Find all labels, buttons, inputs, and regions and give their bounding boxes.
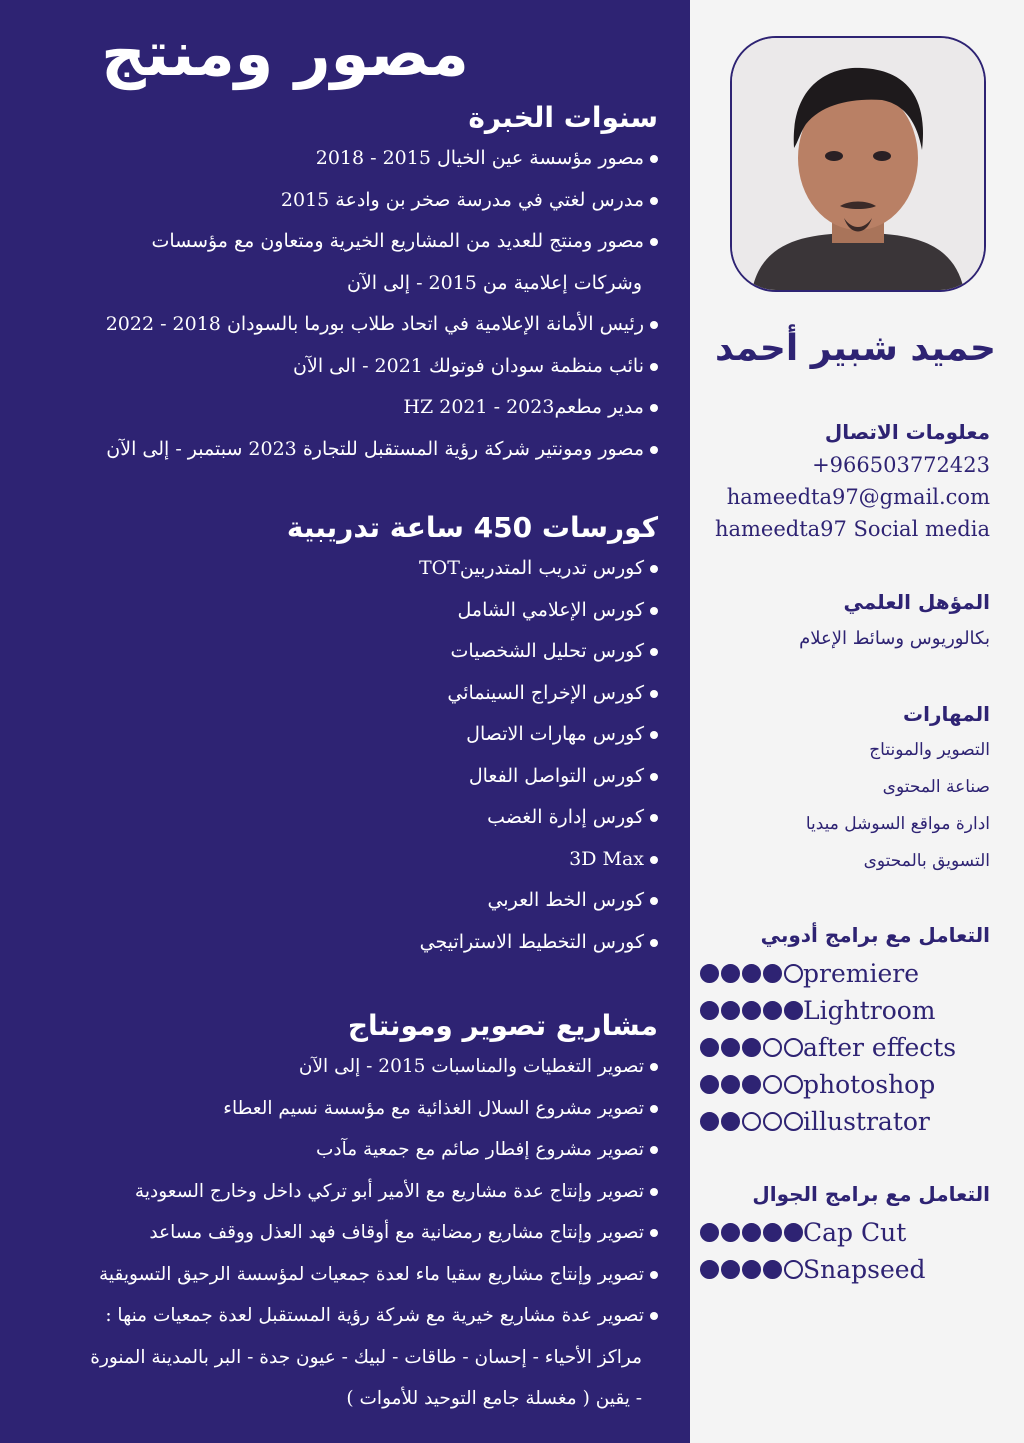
software-name: Snapseed: [803, 1255, 926, 1284]
rating-dots: [700, 1112, 803, 1131]
courses-title: كورسات 450 ساعة تدريبية: [286, 511, 658, 544]
empty-dot-icon: [763, 1075, 782, 1094]
list-item: كورس الإعلامي الشامل: [18, 590, 658, 632]
list-item: كورس تدريب المتدربينTOT: [18, 548, 658, 590]
adobe-title: التعامل مع برامج أدوبي: [760, 923, 990, 947]
bullet-icon: [650, 814, 658, 822]
list-item: مصور ومنتج للعديد من المشاريع الخيرية ومتعاون مع مؤسسات: [18, 221, 658, 263]
skill-item: صناعة المحتوى: [882, 777, 990, 797]
list-item: تصوير وإنتاج مشاريع سقيا ماء لعدة جمعيات لمؤسسة الرحيق التسويقية: [18, 1254, 658, 1296]
list-item-continuation: وشركات إعلامية من 2015 - إلى الآن: [347, 271, 642, 294]
software-name: Cap Cut: [803, 1218, 907, 1247]
list-item: نائب منظمة سودان فوتولك 2021 - الى الآن: [18, 346, 658, 388]
profile-photo: [730, 36, 986, 292]
projects-section: [18, 1006, 658, 1420]
filled-dot-icon: [742, 1075, 761, 1094]
filled-dot-icon: [763, 964, 782, 983]
filled-dot-icon: [721, 1260, 740, 1279]
bullet-icon: [650, 1146, 658, 1154]
rating-dots: [700, 1223, 803, 1242]
rating-dots: [700, 1260, 803, 1279]
social-handle[interactable]: hameedta97 Social media: [714, 517, 990, 541]
skill-item: التصوير والمونتاج: [869, 740, 990, 760]
empty-dot-icon: [784, 964, 803, 983]
filled-dot-icon: [721, 1223, 740, 1242]
education-degree: بكالوريوس وسائط الإعلام: [799, 628, 990, 649]
contact-block: [715, 449, 990, 545]
list-item: تصوير مشروع إفطار صائم مع جمعية مآدب: [18, 1129, 658, 1171]
person-name: حميد شبير أحمد: [714, 328, 996, 369]
email-address[interactable]: hameedta97@gmail.com: [726, 485, 990, 509]
software-name: Lightroom: [803, 996, 936, 1025]
filled-dot-icon: [784, 1001, 803, 1020]
bullet-icon: [650, 731, 658, 739]
bullet-icon: [650, 1229, 658, 1237]
bullet-icon: [650, 1105, 658, 1113]
software-name: premiere: [803, 959, 919, 988]
list-item: 3D Max: [18, 839, 658, 881]
filled-dot-icon: [742, 1260, 761, 1279]
list-item: كورس تحليل الشخصيات: [18, 631, 658, 673]
list-item: مدير مطعمHZ 2021 - 2023: [18, 387, 658, 429]
bullet-icon: [650, 155, 658, 163]
list-item: كورس الإخراج السينمائي: [18, 673, 658, 715]
list-item: تصوير مشروع السلال الغذائية مع مؤسسة نسيم العطاء: [18, 1088, 658, 1130]
education-title: المؤهل العلمي: [843, 590, 990, 614]
bullet-icon: [650, 773, 658, 781]
list-item: تصوير وإنتاج مشاريع رمضانية مع أوقاف فهد العذل ووقف مساعد: [18, 1212, 658, 1254]
filled-dot-icon: [700, 1223, 719, 1242]
filled-dot-icon: [700, 1001, 719, 1020]
empty-dot-icon: [784, 1038, 803, 1057]
experience-title: سنوات الخبرة: [468, 101, 658, 134]
filled-dot-icon: [700, 1075, 719, 1094]
courses-list: [18, 548, 658, 963]
person-portrait-icon: [732, 38, 984, 290]
list-item-continuation: مراكز الأحياء - إحسان - طاقات - لبيك - عيون جدة - البر بالمدينة المنورة: [90, 1346, 642, 1368]
mobile-apps: [700, 1214, 990, 1288]
filled-dot-icon: [742, 1223, 761, 1242]
contact-title: معلومات الاتصال: [824, 420, 990, 444]
empty-dot-icon: [742, 1112, 761, 1131]
filled-dot-icon: [721, 964, 740, 983]
bullet-icon: [650, 648, 658, 656]
projects-list: [18, 1046, 658, 1420]
list-item: تصوير عدة مشاريع خيرية مع شركة رؤية المستقبل لعدة جمعيات منها :: [18, 1295, 658, 1337]
software-rating-row: [700, 1066, 990, 1103]
experience-list: [18, 138, 658, 470]
list-item: رئيس الأمانة الإعلامية في اتحاد طلاب بورما بالسودان 2018 - 2022: [18, 304, 658, 346]
job-title: مصور ومنتج: [101, 17, 469, 90]
filled-dot-icon: [700, 1260, 719, 1279]
rating-dots: [700, 1075, 803, 1094]
bullet-icon: [650, 1063, 658, 1071]
software-name: illustrator: [803, 1107, 930, 1136]
bullet-icon: [650, 690, 658, 698]
software-name: after effects: [803, 1033, 957, 1062]
list-item: مدرس لغتي في مدرسة صخر بن وادعة 2015: [18, 180, 658, 222]
empty-dot-icon: [784, 1112, 803, 1131]
rating-dots: [700, 1038, 803, 1057]
bullet-icon: [650, 446, 658, 454]
bullet-icon: [650, 321, 658, 329]
software-rating-row: [700, 1214, 990, 1251]
skill-item: ادارة مواقع السوشل ميديا: [805, 814, 990, 834]
list-item: تصوير وإنتاج عدة مشاريع مع الأمير أبو تركي داخل وخارج السعودية: [18, 1171, 658, 1213]
list-item: مصور ومونتير شركة رؤية المستقبل للتجارة 2023 سبتمبر - إلى الآن: [18, 429, 658, 471]
filled-dot-icon: [763, 1223, 782, 1242]
rating-dots: [700, 964, 803, 983]
mobile-title: التعامل مع برامج الجوال: [752, 1182, 990, 1206]
list-item: كورس التخطيط الاستراتيجي: [18, 922, 658, 964]
list-item: كورس إدارة الغضب: [18, 797, 658, 839]
filled-dot-icon: [763, 1001, 782, 1020]
phone-number[interactable]: +966503772423: [812, 453, 990, 477]
software-rating-row: [700, 992, 990, 1029]
bullet-icon: [650, 363, 658, 371]
software-rating-row: [700, 955, 990, 992]
skills-list: [806, 732, 990, 880]
bullet-icon: [650, 897, 658, 905]
skill-item: التسويق بالمحتوى: [863, 851, 990, 871]
list-item: كورس الخط العربي: [18, 880, 658, 922]
bullet-icon: [650, 856, 658, 864]
experience-section: [18, 98, 658, 470]
filled-dot-icon: [742, 964, 761, 983]
filled-dot-icon: [763, 1260, 782, 1279]
skills-title: المهارات: [903, 702, 990, 726]
rating-dots: [700, 1001, 803, 1020]
empty-dot-icon: [784, 1075, 803, 1094]
filled-dot-icon: [742, 1001, 761, 1020]
filled-dot-icon: [721, 1001, 740, 1020]
bullet-icon: [650, 939, 658, 947]
bullet-icon: [650, 197, 658, 205]
sidebar: [690, 0, 1024, 1443]
list-item: تصوير التغطيات والمناسبات 2015 - إلى الآن: [18, 1046, 658, 1088]
software-rating-row: [700, 1029, 990, 1066]
courses-section: [18, 508, 658, 963]
filled-dot-icon: [742, 1038, 761, 1057]
bullet-icon: [650, 565, 658, 573]
adobe-apps: [700, 955, 990, 1140]
list-item: مصور مؤسسة عين الخيال 2015 - 2018: [18, 138, 658, 180]
empty-dot-icon: [784, 1260, 803, 1279]
bullet-icon: [650, 1312, 658, 1320]
filled-dot-icon: [721, 1075, 740, 1094]
bullet-icon: [650, 1271, 658, 1279]
filled-dot-icon: [700, 1038, 719, 1057]
filled-dot-icon: [721, 1038, 740, 1057]
bullet-icon: [650, 607, 658, 615]
software-rating-row: [700, 1251, 990, 1288]
bullet-icon: [650, 1188, 658, 1196]
projects-title: مشاريع تصوير ومونتاج: [347, 1009, 658, 1042]
filled-dot-icon: [784, 1223, 803, 1242]
bullet-icon: [650, 404, 658, 412]
bullet-icon: [650, 238, 658, 246]
filled-dot-icon: [700, 1112, 719, 1131]
list-item-continuation: - يقين ( مغسلة جامع التوحيد للأموات ): [346, 1388, 642, 1409]
list-item: كورس مهارات الاتصال: [18, 714, 658, 756]
empty-dot-icon: [763, 1038, 782, 1057]
software-name: photoshop: [803, 1070, 936, 1099]
filled-dot-icon: [700, 964, 719, 983]
list-item: كورس التواصل الفعال: [18, 756, 658, 798]
software-rating-row: [700, 1103, 990, 1140]
empty-dot-icon: [763, 1112, 782, 1131]
filled-dot-icon: [721, 1112, 740, 1131]
